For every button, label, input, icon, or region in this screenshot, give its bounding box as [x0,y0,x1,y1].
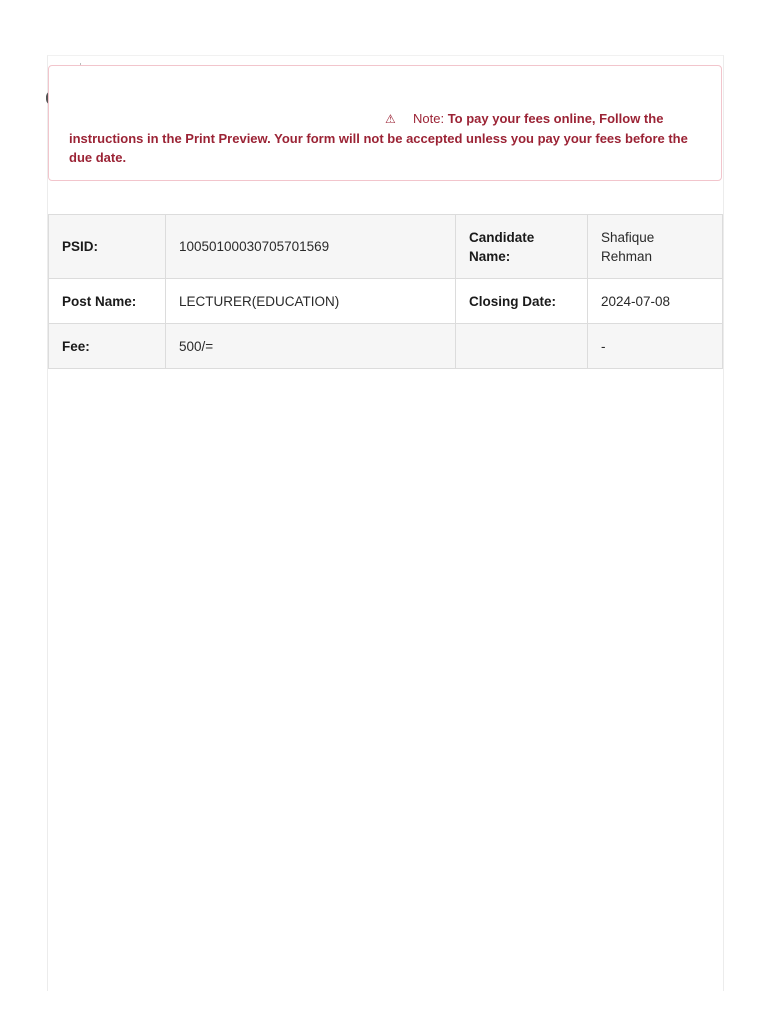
empty-label-cell [456,324,588,369]
fee-notice-alert [48,65,722,181]
post-name-value: LECTURER(EDUCATION) [166,279,456,324]
alert-label: Note: [413,111,445,126]
empty-value-cell: - [588,324,723,369]
application-details-table [48,214,723,369]
psid-label: PSID: [49,215,166,279]
warning-triangle-icon: ⚠ [385,112,396,126]
table-row [49,324,723,369]
candidate-name-value: Shafique Rehman [588,215,723,279]
form-card [47,55,724,991]
fee-label: Fee: [49,324,166,369]
psid-value: 10050100030705701569 [166,215,456,279]
table-row [49,279,723,324]
table-row [49,215,723,279]
closing-date-value: 2024-07-08 [588,279,723,324]
post-name-label: Post Name: [49,279,166,324]
fee-value: 500/= [166,324,456,369]
closing-date-label: Closing Date: [456,279,588,324]
alert-text [69,109,699,167]
candidate-name-label: Candidate Name: [456,215,588,279]
alert-message: To pay your fees online, Follow the instructions in the Print Preview. Your form will not be accepted unless you pay your fees before the due date. [69,111,688,165]
